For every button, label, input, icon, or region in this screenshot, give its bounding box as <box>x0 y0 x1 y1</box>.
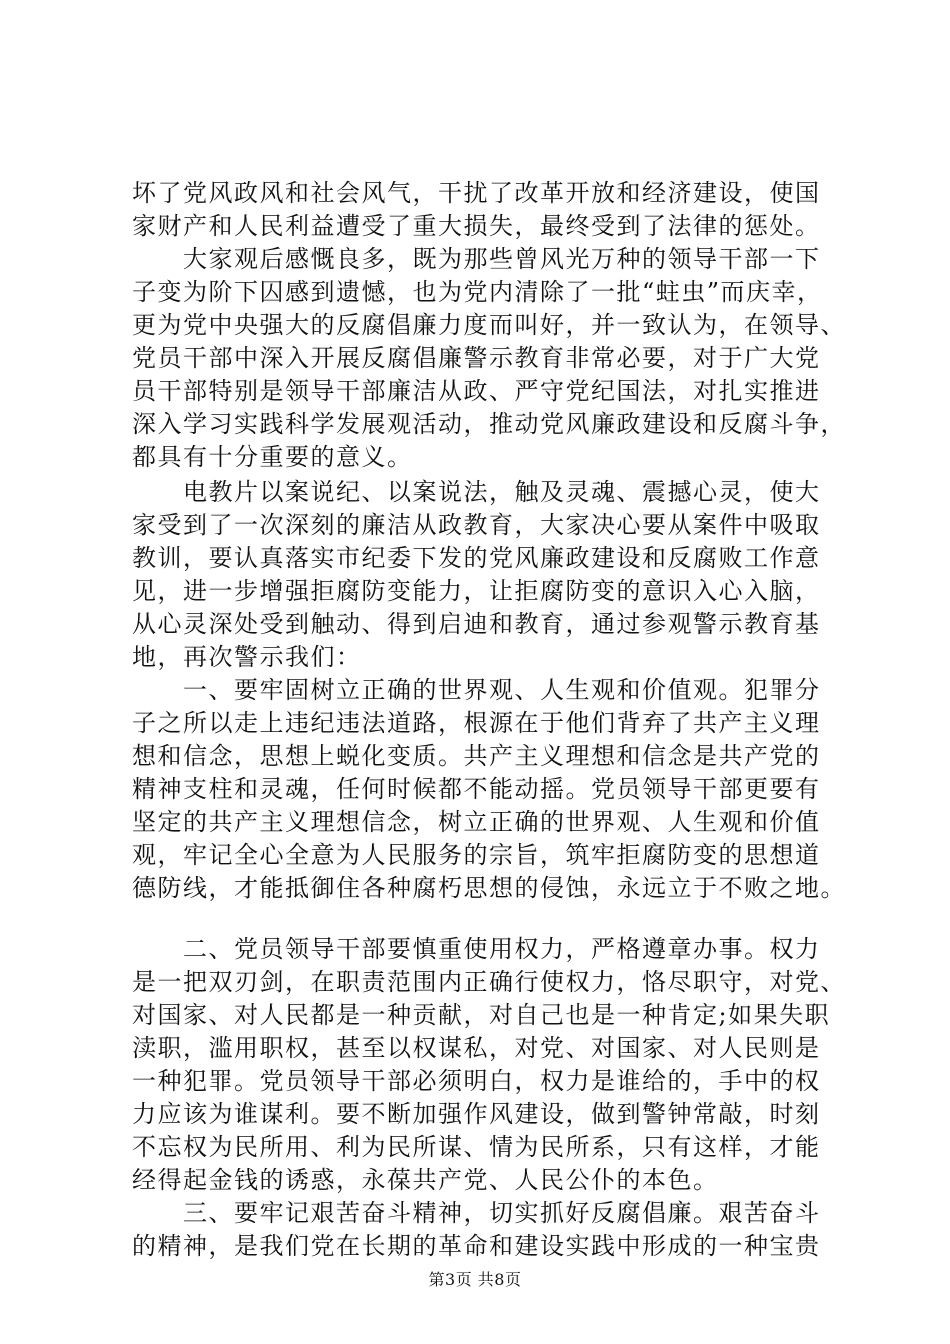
text-line: 见，进一步增强拒腐防变能力，让拒腐防变的意识入心入脑， <box>132 577 821 605</box>
text-line: 地，再次警示我们： <box>132 643 362 671</box>
text-line: 子变为阶下囚感到遗憾，也为党内清除了一批“蛀虫”而庆幸， <box>132 278 823 306</box>
text-line: 力应该为谁谋利。要不断加强作风建设，做到警钟常敲，时刻 <box>132 1100 821 1128</box>
text-line: 深入学习实践科学发展观活动，推动党风廉政建设和反腐斗争， <box>132 410 846 438</box>
text-line: 一种犯罪。党员领导干部必须明白，权力是谁给的，手中的权 <box>132 1067 821 1095</box>
text-line: 更为党中央强大的反腐倡廉力度而叫好，并一致认为，在领导、 <box>132 311 846 339</box>
text-line: 大家观后感慨良多，既为那些曾风光万种的领导干部一下 <box>132 245 821 273</box>
text-line: 坚定的共产主义理想信念，树立正确的世界观、人生观和价值 <box>132 808 821 836</box>
text-line: 观，牢记全心全意为人民服务的宗旨，筑牢拒腐防变的思想道 <box>132 841 821 869</box>
text-line: 精神支柱和灵魂，任何时候都不能动摇。党员领导干部更要有 <box>132 775 821 803</box>
text-line: 从心灵深处受到触动、得到启迪和教育，通过参观警示教育基 <box>132 610 821 638</box>
text-line: 是一把双刃剑，在职责范围内正确行使权力，恪尽职守，对党、 <box>132 968 846 996</box>
text-line: 一、要牢固树立正确的世界观、人生观和价值观。犯罪分 <box>132 676 821 704</box>
text-line: 都具有十分重要的意义。 <box>132 443 413 471</box>
text-line: 经得起金钱的诱惑，永葆共产党、人民公仆的本色。 <box>132 1166 719 1194</box>
text-line: 的精神，是我们党在长期的革命和建设实践中形成的一种宝贵 <box>132 1232 821 1260</box>
text-line: 对国家、对人民都是一种贡献，对自己也是一种肯定;如果失职 <box>132 1001 831 1029</box>
text-line: 电教片以案说纪、以案说法，触及灵魂、震撼心灵，使大 <box>132 478 821 506</box>
text-line: 二、党员领导干部要慎重使用权力，严格遵章办事。权力 <box>132 935 821 963</box>
text-line: 渎职，滥用职权，甚至以权谋私，对党、对国家、对人民则是 <box>132 1034 821 1062</box>
text-line: 子之所以走上违纪违法道路，根源在于他们背弃了共产主义理 <box>132 709 821 737</box>
page-number-footer: 第3页 共8页 <box>428 1270 522 1289</box>
text-line: 员干部特别是领导干部廉洁从政、严守党纪国法，对扎实推进 <box>132 377 821 405</box>
text-line: 党员干部中深入开展反腐倡廉警示教育非常必要，对于广大党 <box>132 344 821 372</box>
text-line: 德防线，才能抵御住各种腐朽思想的侵蚀，永远立于不败之地。 <box>132 874 846 902</box>
text-line: 不忘权为民所用、利为民所谋、情为民所系，只有这样，才能 <box>132 1133 821 1161</box>
text-line: 想和信念，思想上蜕化变质。共产主义理想和信念是共产党的 <box>132 742 821 770</box>
text-line: 家财产和人民利益遭受了重大损失，最终受到了法律的惩处。 <box>132 212 821 240</box>
text-line: 三、要牢记艰苦奋斗精神，切实抓好反腐倡廉。艰苦奋斗 <box>132 1199 821 1227</box>
text-line: 教训，要认真落实市纪委下发的党风廉政建设和反腐败工作意 <box>132 544 821 572</box>
text-line: 坏了党风政风和社会风气，干扰了改革开放和经济建设，使国 <box>132 179 821 207</box>
text-line: 家受到了一次深刻的廉洁从政教育，大家决心要从案件中吸取 <box>132 511 821 539</box>
